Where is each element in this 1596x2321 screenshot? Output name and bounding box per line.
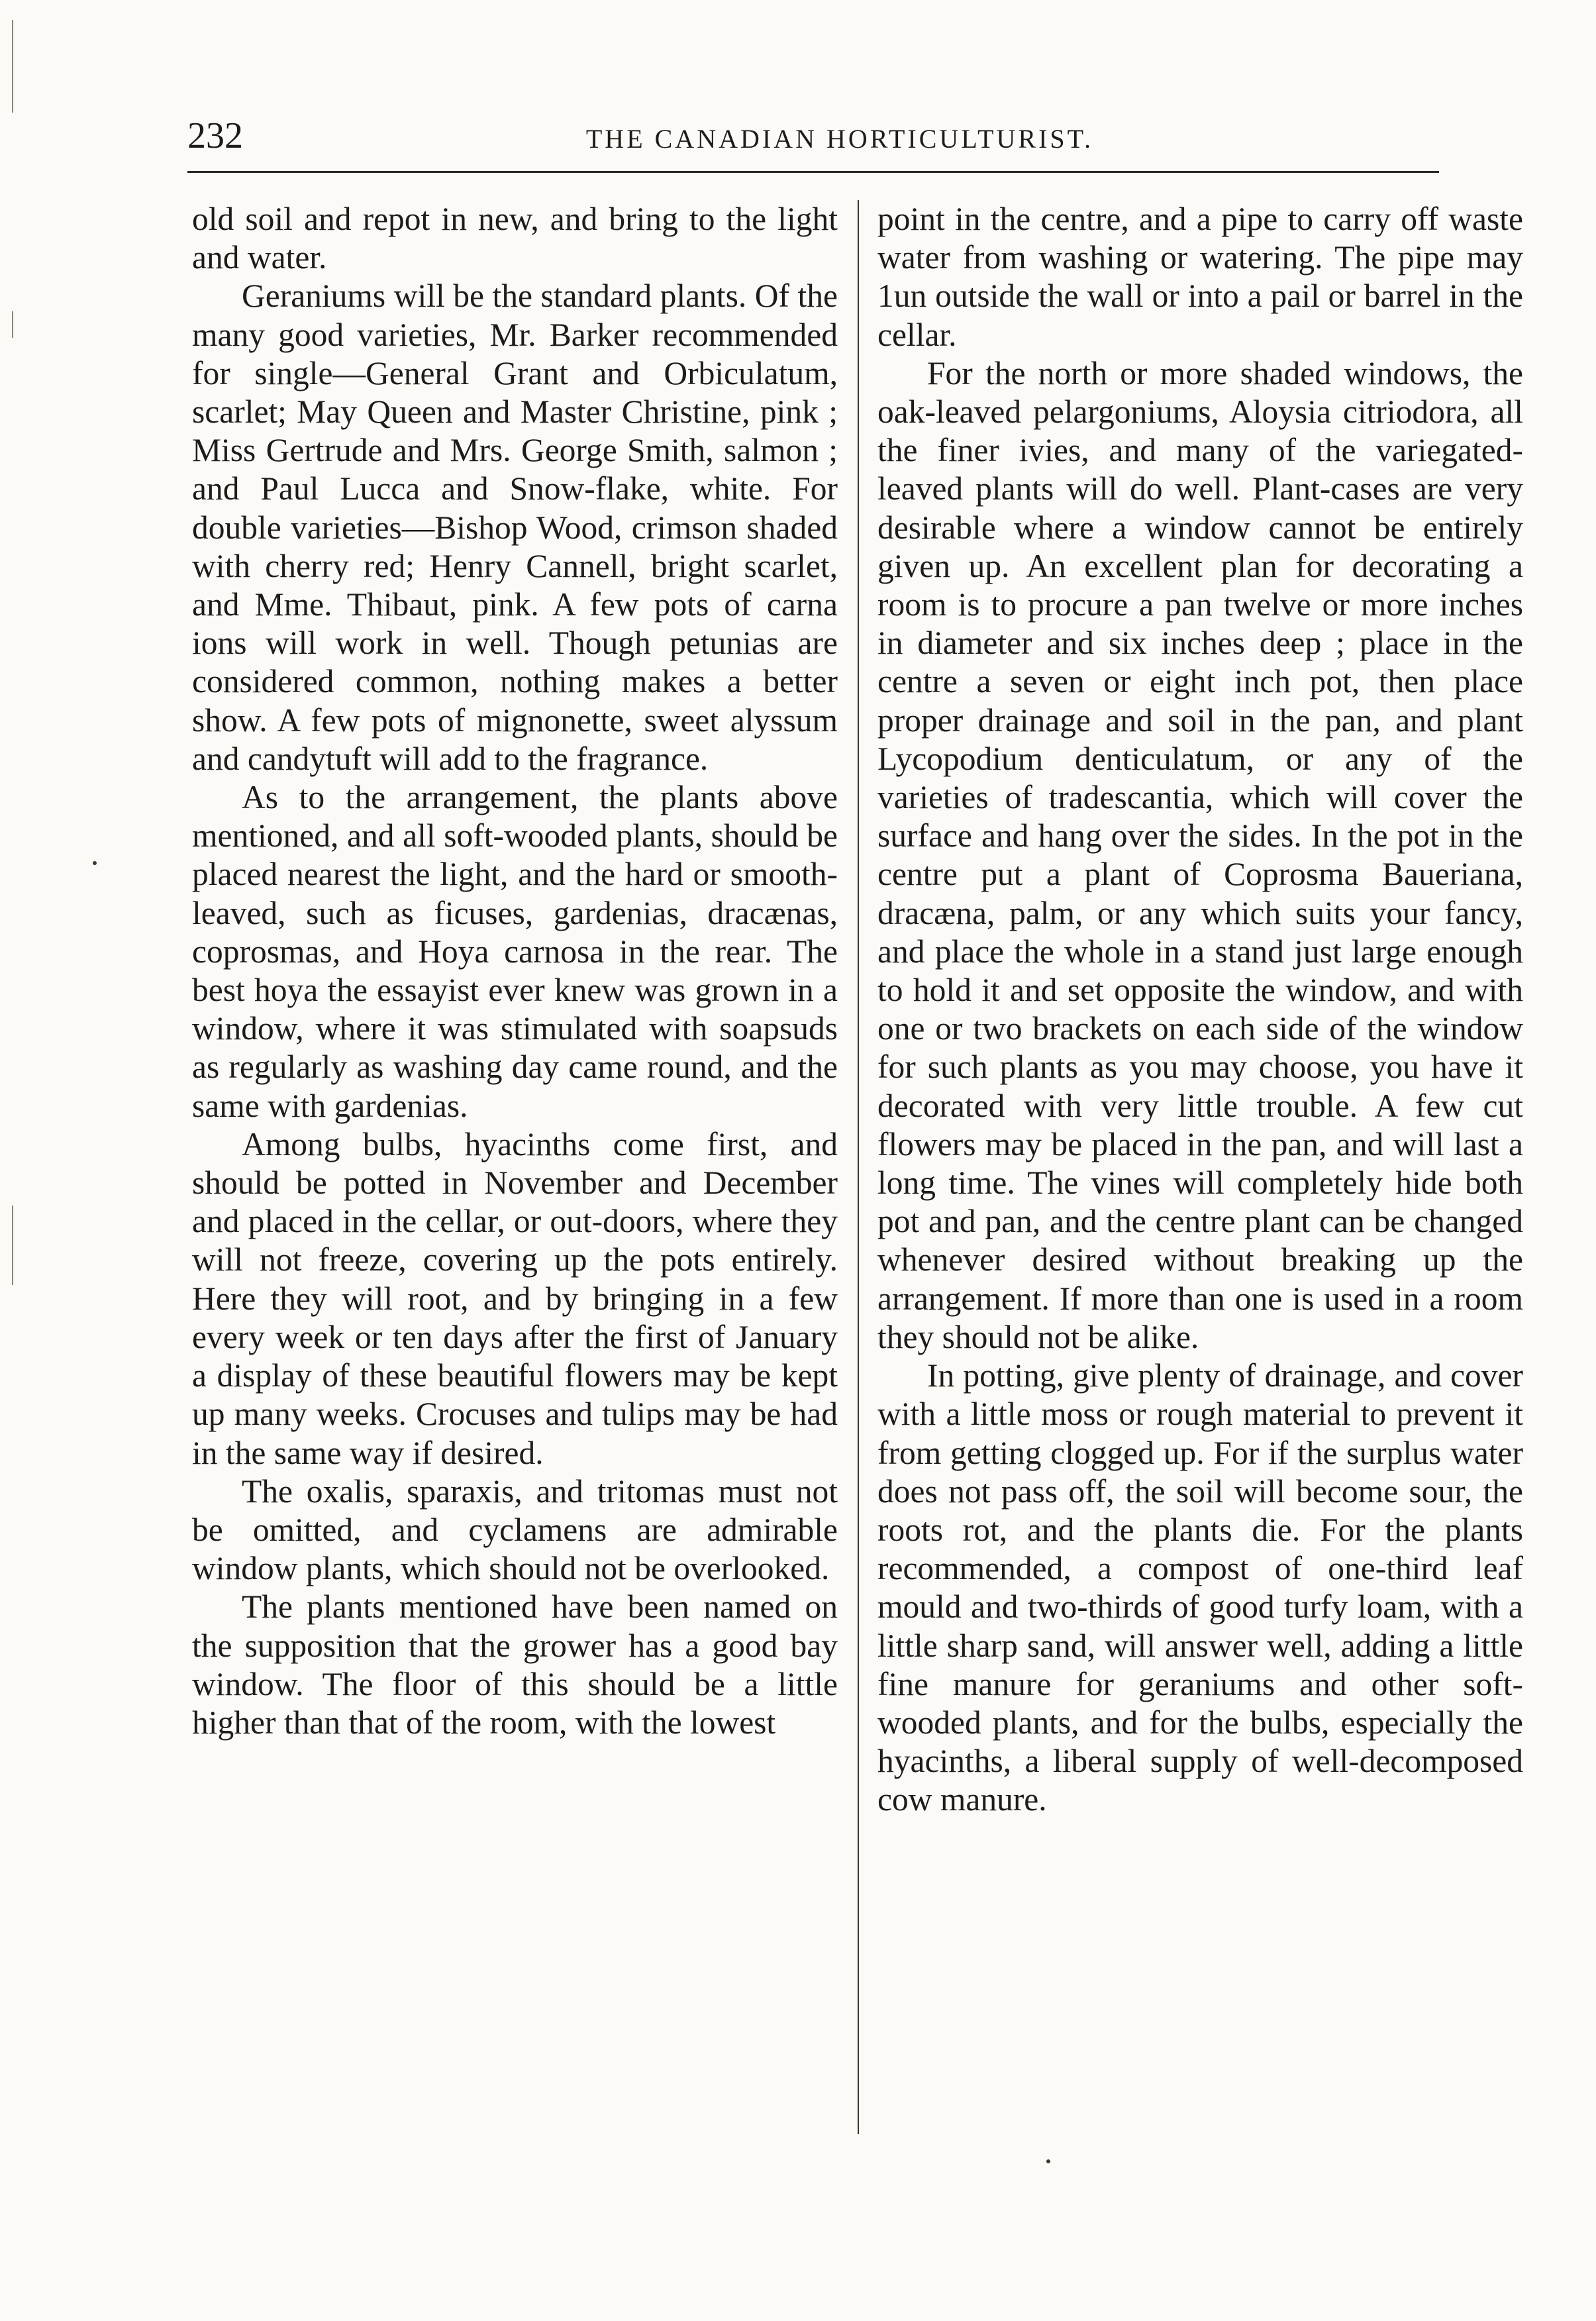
stray-mark	[1046, 2159, 1050, 2163]
page-number: 232	[187, 115, 243, 156]
right-column	[877, 200, 1523, 1820]
paragraph: In potting, give plenty of drainage, and cover with a little moss or rough material to prevent it from getting clogged up. For if the surplus water does not pass off, the soil will become sour, the roots rot, and the plants die. For the plants recommended, a compost of one-third leaf mould and two-thirds of good turfy loam, with a little sharp sand, will answer well, adding a little fine manure for geraniums and other soft-wooded plants, and for the bulbs, especially the hyacinths, a liberal supply of well-decomposed cow manure.	[877, 1357, 1523, 1818]
margin-scan-mark	[12, 20, 13, 113]
margin-scan-mark	[12, 1206, 13, 1285]
paragraph: old soil and repot in new, and bring to the light and water.	[192, 201, 838, 276]
paragraph: The plants mentioned have been named on the supposition that the grower has a good bay window. The floor of this should be a little higher than that of the room, with the lowest	[192, 1588, 838, 1741]
stray-mark	[93, 861, 97, 865]
paragraph: Among bulbs, hyacinths come first, and should be potted in November and December and placed in the cellar, or out-doors, where they will not freeze, covering up the pots entirely. Here they will root, and by bringing in a few every week or ten days after the first of January a display of these beautiful flowers may be kept up many weeks. Crocuses and tulips may be had in the same way if desired.	[192, 1125, 838, 1471]
paragraph: Geraniums will be the standard plants. Of the many good varieties, Mr. Barker recommended for single—General Grant and Orbiculatum, scarlet; May Queen and Master Christine, pink ; Miss Gertrude and Mrs. George Smith, salmon ; and Paul Lucca and Snow-flake, white. For double varieties—Bishop Wood, crimson shaded with cherry red; Henry Cannell, bright scarlet, and Mme. Thibaut, pink. A few pots of carna ions will work in well. Though petunias are considered common, nothing makes a better show. A few pots of mignonette, sweet alyssum and candytuft will add to the fragrance.	[192, 278, 838, 777]
header-rule	[187, 171, 1439, 173]
paragraph: For the north or more shaded windows, the oak-leaved pelargoniums, Aloysia citriodora, all the finer ivies, and many of the variegated-leaved plants will do well. Plant-cases are very desirable where a window cannot be entirely given up. An excellent plan for decorating a room is to procure a pan twelve or more inches in diameter and six inches deep ; place in the centre a seven or eight inch pot, then place proper drainage and soil in the pan, and plant Lycopodium denticulatum, or any of the varieties of tradescantia, which will cover the surface and hang over the sides. In the pot in the centre put a plant of Coprosma Baueriana, dracæna, palm, or any which suits your fancy, and place the whole in a stand just large enough to hold it and set opposite the window, and with one or two brackets on each side of the window for such plants as you may choose, you have it decorated with very little trouble. A few cut flowers may be placed in the pan, and will last a long time. The vines will completely hide both pot and pan, and the centre plant can be changed whenever desired without breaking up the arrangement. If more than one is used in a room they should not be alike.	[877, 354, 1523, 1355]
column-divider	[858, 200, 859, 2134]
margin-scan-mark	[12, 311, 13, 338]
running-title: THE CANADIAN HORTICULTURIST.	[585, 124, 1094, 154]
left-column	[192, 200, 838, 1742]
paragraph: The oxalis, sparaxis, and tritomas must not be omitted, and cyclamens are admirable window plants, which should not be overlooked.	[192, 1472, 838, 1587]
paragraph: point in the centre, and a pipe to carry off waste water from washing or watering. The pipe may 1un outside the wall or into a pail or barrel in the cellar.	[877, 201, 1523, 353]
page-header	[187, 113, 1439, 159]
paragraph: As to the arrangement, the plants above mentioned, and all soft-wooded plants, should be placed nearest the light, and the hard or smooth-leaved, such as ficuses, gardenias, dracænas, coprosmas, and Hoya carnosa in the rear. The best hoya the essayist ever knew was grown in a window, where it was stimulated with soapsuds as regularly as washing day came round, and the same with gardenias.	[192, 779, 838, 1124]
